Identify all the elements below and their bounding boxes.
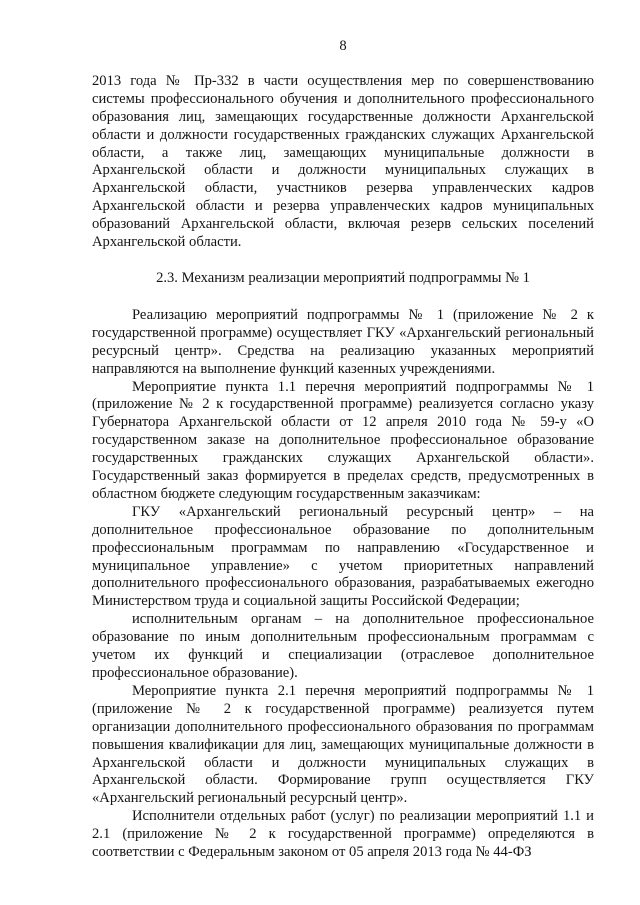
paragraph-continuation: 2013 года № Пр-332 в части осуществления мер по совершенствованию системы профессионального обучения и дополнительного профессионального образования лиц, замещающих государственные должности Архангельской области и должности государственных гражданских служащих Архангельской области, а также лиц, замещающих муниципальные должности в Архангельской области и должности муниципальных служащих в Архангельской области, участников резерва управленческих кадров Архангельской области и резерва управленческих кадров муниципальных образований Архангельской области, включая резерв сельских поселений Архангельской области. xyxy=(92,72,594,251)
section-heading: 2.3. Механизм реализации мероприятий подпрограммы № 1 xyxy=(156,269,530,286)
paragraph: Реализацию мероприятий подпрограммы № 1 (приложение № 2 к государственной программе) осуществляет ГКУ «Архангельский региональный ресурсный центр». Средства на реализацию указанных мероприятий направляются на выполнение функций казенных учреждениями. xyxy=(92,306,594,377)
paragraph: Мероприятие пункта 2.1 перечня мероприятий подпрограммы № 1 (приложение № 2 к государственной программе) реализуется путем организации дополнительного профессионального образования по программам повышения квалификации для лиц, замещающих муниципальные должности в Архангельской области и должности муниципальных служащих в Архангельской области. Формирование групп осуществляется ГКУ «Архангельский региональный ресурсный центр». xyxy=(92,682,594,807)
paragraph: ГКУ «Архангельский региональный ресурсный центр» – на дополнительное профессиональное образование по дополнительным профессиональным программам по направлению «Государственное и муниципальное управление» с учетом приоритетных направлений дополнительного профессионального образования, разрабатываемых ежегодно Министерством труда и социальной защиты Российской Федерации; xyxy=(92,503,594,610)
paragraph: Исполнители отдельных работ (услуг) по реализации мероприятий 1.1 и 2.1 (приложение № 2 к государственной программе) определяются в соответствии с Федеральным законом от 05 апреля 2013 года № 44-ФЗ xyxy=(92,808,594,861)
paragraph: исполнительным органам – на дополнительное профессиональное образование по иным дополнительным профессиональным программам с учетом их функций и специализации (отраслевое дополнительное профессиональное образование). xyxy=(92,611,594,681)
page-number: 8 xyxy=(339,38,347,54)
paragraph: Мероприятие пункта 1.1 перечня мероприятий подпрограммы № 1 (приложение № 2 к государственной программе) реализуется согласно указу Губернатора Архангельской области от 12 апреля 2010 года № 59-у «О государственном заказе на дополнительное профессиональное образование государственных гражданских служащих Архангельской области». Государственный заказ формируется в пределах средств, предусмотренных в областном бюджете следующим государственным заказчикам: xyxy=(92,378,594,502)
